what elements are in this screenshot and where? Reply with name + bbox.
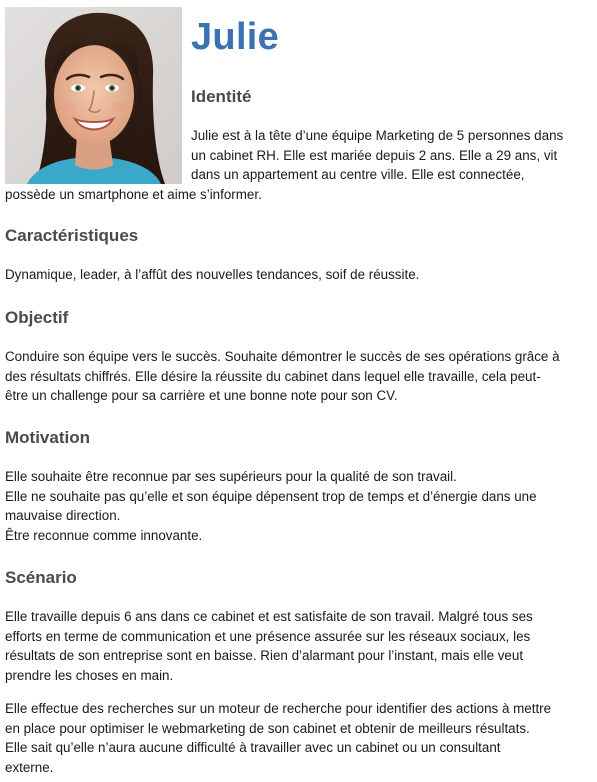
scenario-line: externe. [5,760,54,776]
motivation-line: Elle souhaite être reconnue par ses supérieurs pour la qualité de son travail. [5,469,457,484]
identite-text [5,126,592,205]
persona-name: Julie [191,16,280,58]
caracteristiques-text [5,265,592,285]
identite-heading: Identité [191,87,252,106]
scenario-line: Elle effectue des recherches sur un moteur de recherche pour identifier des actions à mettre [5,701,552,716]
scenario-paragraph-2 [5,699,592,778]
scenario-line: en place pour optimiser le webmarketing de son cabinet et obtenir de meilleurs résultats. [5,720,530,736]
objectif-text [5,347,592,406]
motivation-line: mauvaise direction. [5,508,121,524]
objectif-line: Conduire son équipe vers le succès. Souhaite démontrer le succès de ses opérations grâce à [5,349,560,364]
scenario-line: Elle sait qu’elle n’aura aucune difficulté à travailler avec un cabinet ou un consultant [5,740,501,756]
motivation-line: Être reconnue comme innovante. [5,528,203,544]
identite-line: possède un smartphone et aime s’informer. [5,187,262,203]
objectif-line: être un challenge pour sa carrière et une bonne note pour son CV. [5,388,398,404]
scenario-heading: Scénario [5,568,77,587]
scenario-paragraph-1 [5,607,592,686]
caracteristiques-line: Dynamique, leader, à l’affût des nouvelles tendances, soif de réussite. [5,267,420,282]
motivation-heading: Motivation [5,428,90,447]
scenario-line: résultats de son entreprise sont en baisse. Rien d’alarmant pour l’instant, mais elle veut [5,648,524,664]
identite-line: un cabinet RH. Elle est mariée depuis 2 ans. Elle a 29 ans, vit [191,147,558,163]
identite-line: dans un appartement au centre ville. Elle est connectée, [191,167,525,183]
caracteristiques-heading: Caractéristiques [5,226,139,245]
motivation-text [5,467,592,546]
objectif-line: des résultats chiffrés. Elle désire la réussite du cabinet dans lequel elle travaille, cela peut- [5,368,541,384]
scenario-line: Elle travaille depuis 6 ans dans ce cabinet et est satisfaite de son travail. Malgré tous ses [5,609,533,624]
objectif-heading: Objectif [5,308,69,327]
scenario-line: efforts en terme de communication et une présence assurée sur les réseaux sociaux, les [5,628,531,644]
motivation-line: Elle ne souhaite pas qu’elle et son équipe dépensent trop de temps et d’énergie dans une [5,488,537,504]
identite-line: Julie est à la tête d’une équipe Marketing de 5 personnes dans [191,128,564,143]
scenario-line: prendre les choses en main. [5,668,174,684]
